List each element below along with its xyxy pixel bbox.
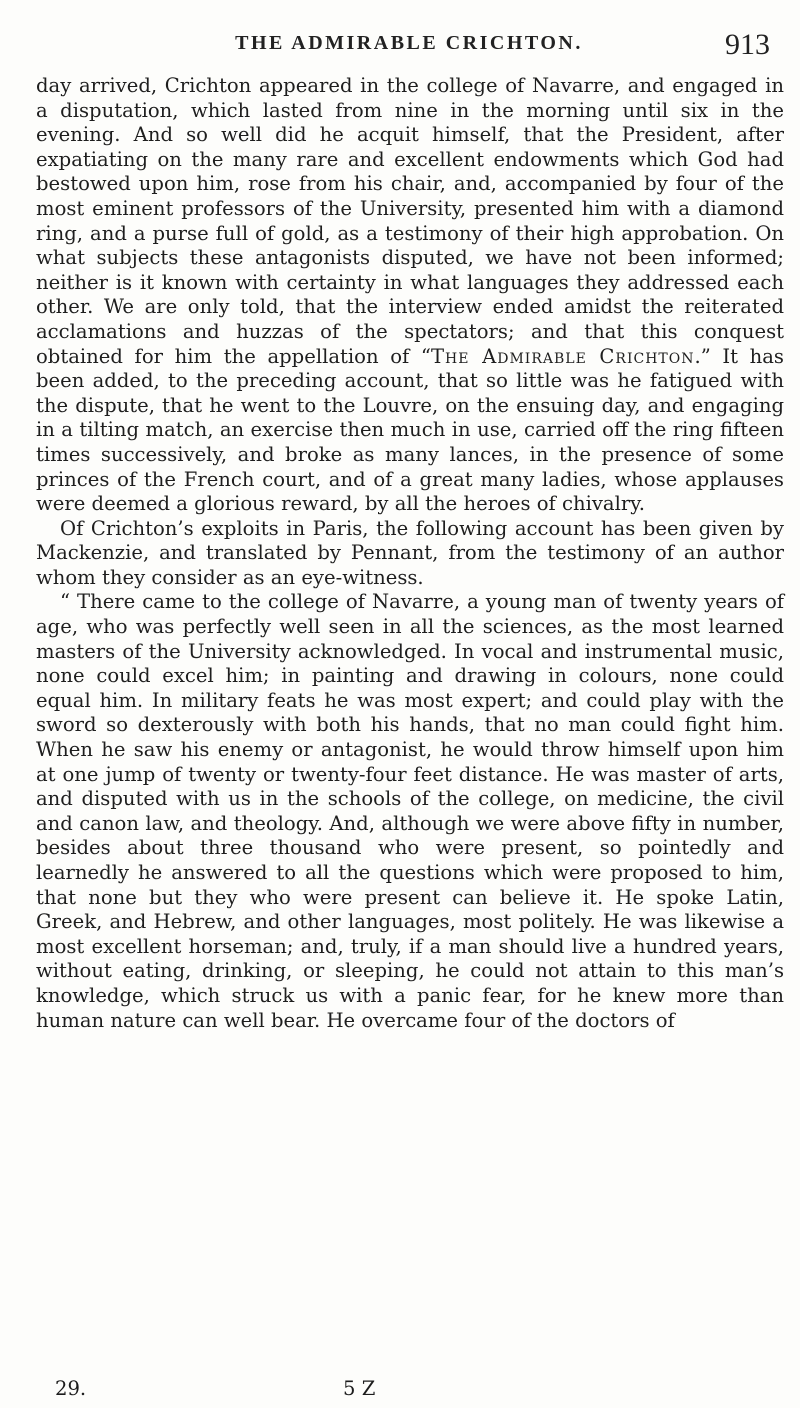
page-number: 913 (725, 28, 770, 61)
appellation-smallcaps: The Admirable Crichton (430, 344, 695, 368)
paragraph-2: Of Crichton’s exploits in Paris, the following account has been given by Mackenzie, and translated by Pennant, from the testimony of an author whom they consider as an eye-witness. (36, 516, 784, 589)
signature-line (36, 1377, 784, 1403)
paragraph-1-text-b: .” It has been added, to the preceding account, that so little was he fatigued with the dispute, that he went to the Louvre, on the ensuing day, and engaging in a tilting match, an exercise then much in use, carried off the ring fifteen times successively, and broke as many lances, in the presence of some princes of the French court, and of a great many ladies, whose applauses were deemed a glorious reward, by all the heroes of chivalry. (36, 344, 784, 516)
paragraph-3-quotation: “ There came to the college of Navarre, a young man of twenty years of age, who was perfectly well seen in all the sciences, as the most learned masters of the University acknowledged. In vocal and instrumental music, none could excel him; in painting and drawing in colours, none could equal him. In military feats he was most expert; and could play with the sword so dexterously with both his hands, that no man could fight him. When he saw his enemy or antagonist, he would throw himself upon him at one jump of twenty or twenty-four feet distance. He was master of arts, and disputed with us in the schools of the college, on medicine, the civil and canon law, and theology. And, although we were above fifty in number, besides about three thousand who were present, so pointedly and learnedly he answered to all the questions which were proposed to him, that none but they who were present can believe it. He spoke Latin, Greek, and Hebrew, and other languages, most politely. He was likewise a most excellent horseman; and, truly, if a man should live a hundred years, without eating, drinking, or sleeping, he could not attain to this man’s knowledge, which struck us with a panic fear, for he knew more than human nature can well bear. He overcame four of the doctors of (36, 590, 784, 1032)
running-title: THE ADMIRABLE CRICHTON. (235, 32, 583, 54)
paragraph-1 (36, 74, 784, 517)
paragraph-1-text-a: day arrived, Crichton appeared in the college of Navarre, and engaged in a disputation, which lasted from nine in the morning until six in the evening. And so well did he acquit himself, that the President, after expatiating on the many rare and excellent endowments which God had bestowed upon him, rose from his chair, and, accompanied by four of the most eminent professors of the University, presented him with a diamond ring, and a purse full of gold, as a testimony of their high approbation. On what subjects these antagonists disputed, we have not been informed; neither is it known with certainty in what languages they addressed each other. We are only told, that the interview ended amidst the reiterated acclamations and huzzas of the spectators; and that this conquest obtained for him the appellation of “ (36, 74, 784, 368)
signature-number: 29. (55, 1377, 87, 1400)
signature-mark: 5 Z (343, 1377, 376, 1400)
body-text (36, 74, 784, 1033)
running-head (38, 28, 780, 72)
